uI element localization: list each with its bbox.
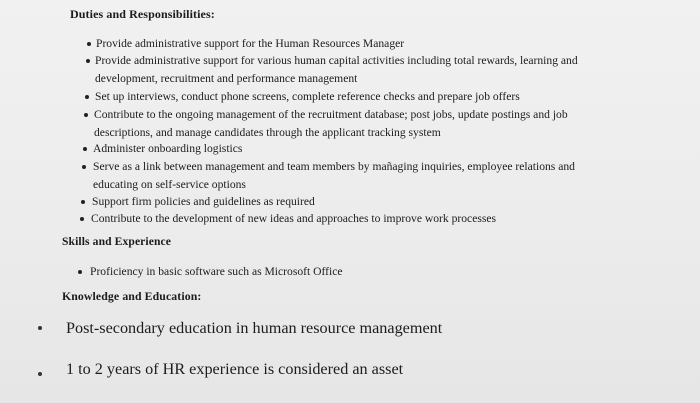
education-item: Post-secondary education in human resource management [66, 319, 443, 337]
duty-item [94, 106, 568, 141]
duty-item-text-continued: descriptions, and manage candidates through the applicant tracking system [94, 125, 441, 139]
duty-item [96, 35, 404, 53]
bullet-icon [81, 200, 85, 204]
bullet-icon [38, 326, 42, 330]
duty-item-text: Set up interviews, conduct phone screens, complete reference checks and prepare job offers [95, 90, 520, 103]
duty-item-text-continued: development, recruitment and performance management [95, 71, 358, 85]
duty-item [93, 158, 575, 193]
bullet-icon [84, 113, 88, 117]
skill-item [90, 263, 343, 281]
bullet-icon [80, 217, 84, 221]
bullet-icon [87, 42, 91, 46]
duties-heading: Duties and Responsibilities: [70, 7, 215, 21]
duty-item [93, 140, 242, 158]
duty-item [91, 210, 496, 228]
skills-heading: Skills and Experience [62, 235, 172, 248]
duty-item-text: Support firm policies and guidelines as required [92, 195, 315, 208]
duty-item [95, 52, 578, 87]
duty-item-text: Administer onboarding logistics [93, 142, 243, 155]
education-heading: Knowledge and Education: [62, 289, 202, 303]
duty-item-text: Provide administrative support for various human capital activities including total rewards, learning and [95, 54, 578, 67]
bullet-icon [85, 95, 89, 99]
duty-item-text: Contribute to the ongoing management of the recruitment database; post jobs, update postings and job [94, 108, 568, 121]
duty-item-text: Provide administrative support for the Human Resources Manager [96, 37, 405, 50]
bullet-icon [82, 165, 86, 169]
duty-item [95, 88, 520, 106]
bullet-icon [86, 59, 90, 63]
skill-item-text: Proficiency in basic software such as Microsoft Office [90, 265, 343, 278]
duty-item-text: Contribute to the development of new ideas and approaches to improve work processes [91, 212, 497, 225]
bullet-icon [78, 270, 82, 274]
duty-item-text-continued: educating on self-service options [93, 177, 246, 191]
duty-item [92, 193, 315, 211]
education-item: 1 to 2 years of HR experience is considered an asset [66, 360, 404, 378]
bullet-icon [38, 372, 42, 376]
bullet-icon [83, 147, 87, 151]
duty-item-text: Serve as a link between management and team members by mañaging inquiries, employee relations and [93, 160, 575, 173]
